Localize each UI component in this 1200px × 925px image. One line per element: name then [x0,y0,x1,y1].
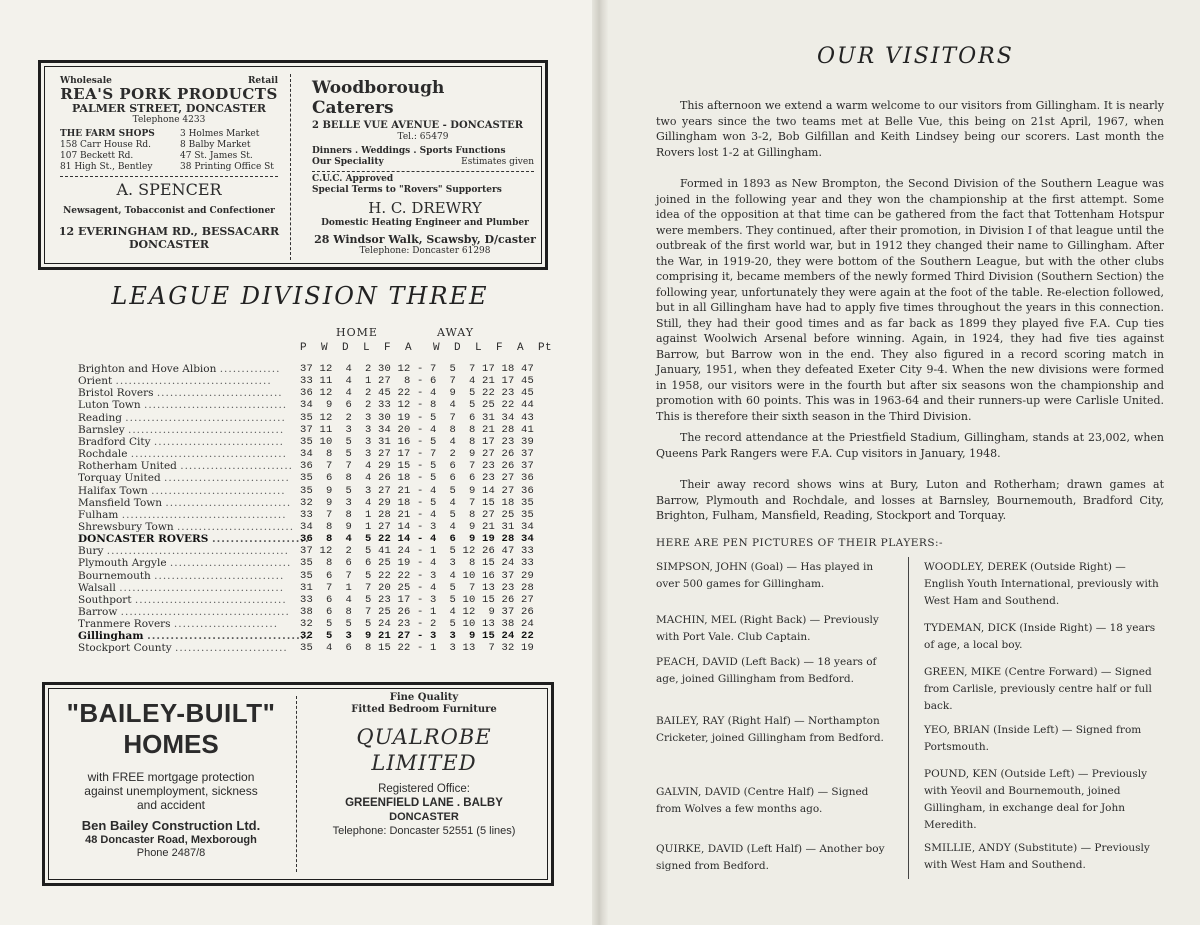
shop-r2: 47 St. James St. [180,151,253,161]
shop-l2: 81 High St., Bentley [60,162,153,172]
spencer-address: 12 EVERINGHAM RD., BESSACARR [58,225,280,238]
leader-dots: ............................. [156,387,283,399]
league-team-name [78,594,288,606]
drewry-name: H. C. DREWRY [368,199,482,217]
woodborough-speciality: Our Speciality [312,157,384,167]
player-description: — Signed from Carlisle, previously centre half or full back. [924,666,1152,712]
league-column-headers: P W D L F A W D L F A Pt [300,342,553,354]
player-name: MACHIN, MEL (Right Back) [656,614,807,626]
qualrobe-telephone: Telephone: Doncaster 52551 (5 lines) [332,825,516,837]
team-name: Torquay United [78,472,161,484]
leader-dots: ............................. [165,497,292,509]
league-team-name [78,399,288,411]
player-name: YEO, BRIAN (Inside Left) [924,724,1059,736]
reas-street: PALMER STREET, DONCASTER [71,102,267,115]
leader-dots: .................................... [130,448,287,460]
leader-dots: .................................... [128,424,285,436]
team-name: Mansfield Town [78,497,163,509]
qualrobe-office: Registered Office: [378,783,470,795]
leader-dots: ................................. [143,399,288,411]
player-name: GREEN, MIKE (Centre Forward) [924,666,1098,678]
league-team-name [78,460,294,472]
visitors-paragraph-2: Formed in 1893 as New Brompton, the Second Division of the Southern League was joined in the following year and they won the championship at the first attempt. Some idea of the opposition at that time can be gathered from the fact that Tottenham Hotspur were members. They continued, after their promotion, in Division I of that league until the outbreak of the first world war, but in 1912 they changed their name to Gillingham. After the War, in 1919-20, they were bottom of the Southern League, but with the other clubs comprising it, became members of the newly formed Third Division (Southern Section) the following year, unfortunately they were again at the foot of the table. Re-election followed, but in all Gillingham have had to apply five times throughout the years in this connection. Still, they had their good times and as far back as 1899 they played five F.A. Cup ties against Woolwich Arsenal before winning. Again, in 1924, they had five ties against Barrow, but Barrow won in the end. They also figured in a record scoring match in January, 1951, when they defeated Exeter City 9-4. When the new divisions were formed in 1958, our visitors were in the fourth but after six seasons won the championship and promotion with 60 points. This was in 1963-64 and their runners-up were Carlisle United. This is therefore their sixth season in the Third Division. [656,177,1164,423]
visitors-title: OUR VISITORS [817,44,1014,69]
leader-dots: ............................. [164,472,290,484]
away-label: AWAY [437,326,475,339]
league-team-stats: 38 6 8 7 25 26 - 1 4 12 9 37 26 [300,606,535,618]
player-name: SIMPSON, JOHN (Goal) [656,561,784,573]
league-team-stats: 35 6 7 5 22 22 - 3 4 10 16 37 29 [300,570,535,582]
player-description: — Previously with Port Vale. Club Captain. [656,614,879,643]
woodborough-estimates: Estimates given [461,157,534,167]
leader-dots: ..................... [211,533,310,545]
league-title: LEAGUE DIVISION THREE [111,282,489,310]
league-team-name [78,412,288,424]
player-name: PEACH, DAVID (Left Back) [656,656,801,668]
shop-r1: 8 Balby Market [180,140,251,150]
league-team-name [78,472,288,484]
player-entry [656,713,892,747]
team-name: Bristol Rovers [78,387,154,399]
league-team-name [78,509,288,521]
team-name: Fulham [78,509,119,521]
player-name: TYDEMAN, DICK (Inside Right) [924,622,1093,634]
league-team-stats: 35 6 8 4 26 18 - 5 6 6 23 27 36 [300,472,535,484]
spencer-trade: Newsagent, Tobacconist and Confectioner [63,206,275,216]
spencer-name: A. SPENCER [116,180,222,199]
team-name: Shrewsbury Town [78,521,174,533]
players-column-divider [908,557,909,879]
league-team-name [78,545,288,557]
leader-dots: .............. [219,363,281,375]
team-name: Gillingham [78,630,144,642]
bottom-advert-divider [296,696,297,872]
leader-dots: ............................ [169,557,292,569]
player-entry [924,840,1162,874]
woodborough-services: Dinners . Weddings . Sports Functions [312,146,506,156]
player-description: — 18 years of age, joined Gillingham from Bedford. [656,656,877,685]
league-team-stats: 37 12 4 2 30 12 - 7 5 7 17 18 47 [300,363,535,375]
league-team-stats: 35 10 5 3 31 16 - 5 4 8 17 23 39 [300,436,535,448]
bailey-line3: and accident [136,798,206,812]
visitors-paragraph-1: This afternoon we extend a warm welcome to our visitors from Gillingham. It is nearly two years since the two teams met at Belle Vue, this being on 21st April, 1967, when Gillingham won 3-2, Bob Gilfillan and Keith Lindsey being our scorers. Last month the Rovers lost 1-2 at Gillingham. [656,99,1164,159]
team-name: Orient [78,375,113,387]
team-name: Stockport County [78,642,172,654]
league-team-stats: 36 7 7 4 29 15 - 5 6 7 23 26 37 [300,460,535,472]
player-entry [656,784,892,818]
player-description: — Northampton Cricketer, joined Gillingham from Bedford. [656,715,884,744]
league-team-stats: 33 7 8 1 28 21 - 4 5 8 27 25 35 [300,509,535,521]
team-name: Rochdale [78,448,128,460]
advert-divider [290,74,291,260]
league-team-stats: 37 11 3 3 34 20 - 4 8 8 21 28 41 [300,424,535,436]
leader-dots: ............................... [151,485,286,497]
bailey-advert [58,698,284,860]
league-team-stats: 34 9 6 2 33 12 - 8 4 5 25 22 44 [300,399,535,411]
drewry-special: Special Terms to "Rovers" Supporters [312,185,502,195]
shop-l1: 107 Beckett Rd. [60,151,134,161]
team-name: Plymouth Argyle [78,557,167,569]
reas-advert [60,76,278,180]
page-gutter [592,0,608,925]
team-name: Halifax Town [78,485,148,497]
home-label: HOME [336,326,378,339]
league-team-name [78,375,288,387]
retail-label: Retail [247,76,278,86]
league-team-stats: 36 12 4 2 45 22 - 4 9 5 22 23 45 [300,387,535,399]
league-team-stats: 37 12 2 5 41 24 - 1 5 12 26 47 33 [300,545,535,557]
drewry-approved: C.U.C. Approved [312,174,394,184]
leader-dots: .......................................... [106,545,289,557]
drewry-telephone: Telephone: Doncaster 61298 [359,246,491,256]
player-entry [656,559,892,593]
leader-dots: .............................. [153,436,285,448]
shop-r3: 38 Printing Office St [180,162,274,172]
player-name: WOODLEY, DEREK (Outside Right) [924,561,1112,573]
reas-name: REA'S PORK PRODUCTS [60,85,278,103]
team-name: Southport [78,594,132,606]
leader-dots: ...................................... [119,582,285,594]
league-team-stats: 33 6 4 5 23 17 - 3 5 10 15 26 27 [300,594,535,606]
league-team-name [78,570,288,582]
farm-shops-label: THE FARM SHOPS [60,129,155,139]
player-name: SMILLIE, ANDY (Substitute) [924,842,1078,854]
team-name: Barnsley [78,424,125,436]
qualrobe-street: GREENFIELD LANE . BALBY [345,797,503,809]
leader-dots: .......................... [174,642,288,654]
player-name: QUIRKE, DAVID (Left Half) [656,843,803,855]
player-entry [924,559,1162,610]
league-team-name [78,606,288,618]
bailey-phone: Phone 2487/8 [136,847,206,859]
qualrobe-name: QUALROBE [356,725,492,749]
leader-dots: ................................... [147,630,311,642]
qualrobe-town: DONCASTER [389,811,459,823]
player-entry [924,722,1162,756]
bailey-homes: HOMES [123,729,219,759]
player-entry [656,841,892,875]
league-team-name [78,630,311,642]
player-name: GALVIN, DAVID (Centre Half) [656,786,815,798]
bailey-name: "BAILEY-BUILT" [66,698,276,728]
leader-dots: ........................ [173,618,279,630]
pen-pictures-heading: HERE ARE PEN PICTURES OF THEIR PLAYERS:- [656,537,944,549]
league-team-name [78,521,295,533]
team-name: Rotherham United [78,460,177,472]
leader-dots: .............................. [154,570,285,582]
league-team-stats: 35 9 5 3 27 21 - 4 5 9 14 27 36 [300,485,535,497]
player-description: — English Youth International, previously with West Ham and Southend. [924,561,1159,607]
team-name: Tranmere Rovers [78,618,171,630]
league-team-stats: 32 5 3 9 21 27 - 3 3 9 15 24 22 [300,630,535,642]
league-team-stats: 35 8 6 6 25 19 - 4 3 8 15 24 33 [300,557,535,569]
player-entry [656,654,892,688]
leader-dots: ..................................... [125,412,286,424]
league-team-stats: 31 7 1 7 20 25 - 4 5 7 13 23 28 [300,582,535,594]
bailey-line1: with FREE mortgage protection [87,770,255,784]
bailey-address: 48 Doncaster Road, Mexborough [85,834,257,846]
league-team-name [78,618,288,630]
team-name: Walsall [78,582,116,594]
league-team-name [78,363,288,375]
leader-dots: .................................... [115,375,272,387]
drewry-trade: Domestic Heating Engineer and Plumber [321,218,529,228]
player-description: — Previously with West Ham and Southend. [924,842,1150,871]
qualrobe-limited: LIMITED [371,751,477,775]
woodborough-name: Woodborough [312,78,445,98]
player-entry [924,620,1162,654]
leader-dots: ........................... [176,521,295,533]
league-team-stats: 32 9 3 4 29 18 - 5 4 7 15 18 35 [300,497,535,509]
player-description: — Previously with Yeovil and Bournemouth, joined Gillingham, in exchange deal for John Meredith. [924,768,1148,831]
league-team-name [78,497,292,509]
caterers-name: Caterers [312,98,394,118]
league-team-stats: 36 8 4 5 22 14 - 4 6 9 19 28 34 [300,533,535,545]
league-team-name [78,485,288,497]
league-team-name [78,582,288,594]
team-name: Bournemouth [78,570,151,582]
league-team-name [78,557,292,569]
woodborough-advert [312,78,534,175]
drewry-advert [312,174,538,257]
bailey-company: Ben Bailey Construction Ltd. [81,818,261,833]
player-entry [924,766,1162,834]
drewry-address: 28 Windsor Walk, Scawsby, D/caster [314,233,536,246]
league-team-name [78,387,288,399]
league-team-name [78,424,288,436]
woodborough-tel: Tel.: 65479 [397,132,449,142]
league-team-name [78,436,288,448]
league-team-stats: 32 5 5 5 24 23 - 2 5 10 13 38 24 [300,618,535,630]
reas-telephone: Telephone 4233 [132,115,206,125]
player-name: BAILEY, RAY (Right Half) [656,715,791,727]
player-description: — 18 years of age, a local boy. [924,622,1156,651]
spencer-advert [56,180,282,251]
league-team-name [78,448,288,460]
league-team-stats: 34 8 9 1 27 14 - 3 4 9 21 31 34 [300,521,535,533]
player-name: POUND, KEN (Outside Left) [924,768,1075,780]
leader-dots: .......................... [180,460,294,472]
league-team-stats: 35 4 6 8 15 22 - 1 3 13 7 32 19 [300,642,535,654]
player-description: — Has played in over 500 games for Gillingham. [656,561,874,590]
team-name: Bradford City [78,436,151,448]
league-team-stats: 34 8 5 3 27 17 - 7 2 9 27 26 37 [300,448,535,460]
bailey-line2: against unemployment, sickness [84,784,258,798]
team-name: Barrow [78,606,118,618]
team-name: Luton Town [78,399,141,411]
shop-l0: 158 Carr House Rd. [60,140,152,150]
wholesale-label: Wholesale [60,76,112,86]
qualrobe-tag1: Fine Quality [389,692,459,703]
player-description: — Another boy signed from Bedford. [656,843,885,872]
visitors-paragraph-4: Their away record shows wins at Bury, Luton and Rotherham; drawn games at Barrow, Plymouth and Rochdale, and losses at Barnsley, Bournemouth, Bradford City, Brighton, Fulham, Mansfield, Reading, Stockport and Torquay. [656,478,1164,522]
league-team-stats: 33 11 4 1 27 8 - 6 7 4 21 17 45 [300,375,535,387]
visitors-paragraph-3: The record attendance at the Priestfield Stadium, Gillingham, stands at 23,002, when Queens Park Rangers were F.A. Cup visitors in January, 1948. [656,431,1164,460]
league-team-name [78,642,288,654]
leader-dots: ....................................... [120,606,290,618]
shop-r0: 3 Holmes Market [180,129,260,139]
team-name: Brighton and Hove Albion [78,363,217,375]
league-team-stats: 35 12 2 3 30 19 - 5 7 6 31 34 43 [300,412,535,424]
team-name: Bury [78,545,104,557]
spencer-town: DONCASTER [128,238,210,251]
team-name: DONCASTER ROVERS [78,533,209,545]
leader-dots: ...................................... [121,509,287,521]
player-entry [656,612,892,646]
player-description: — Signed from Portsmouth. [924,724,1142,753]
league-team-name [78,533,310,545]
player-description: — Signed from Wolves a few months ago. [656,786,869,815]
qualrobe-tag2: Fitted Bedroom Furniture [351,704,497,715]
qualrobe-advert [306,692,542,838]
woodborough-address: 2 BELLE VUE AVENUE - DONCASTER [312,120,524,131]
team-name: Reading [78,412,122,424]
leader-dots: ................................... [134,594,287,606]
player-entry [924,664,1162,715]
